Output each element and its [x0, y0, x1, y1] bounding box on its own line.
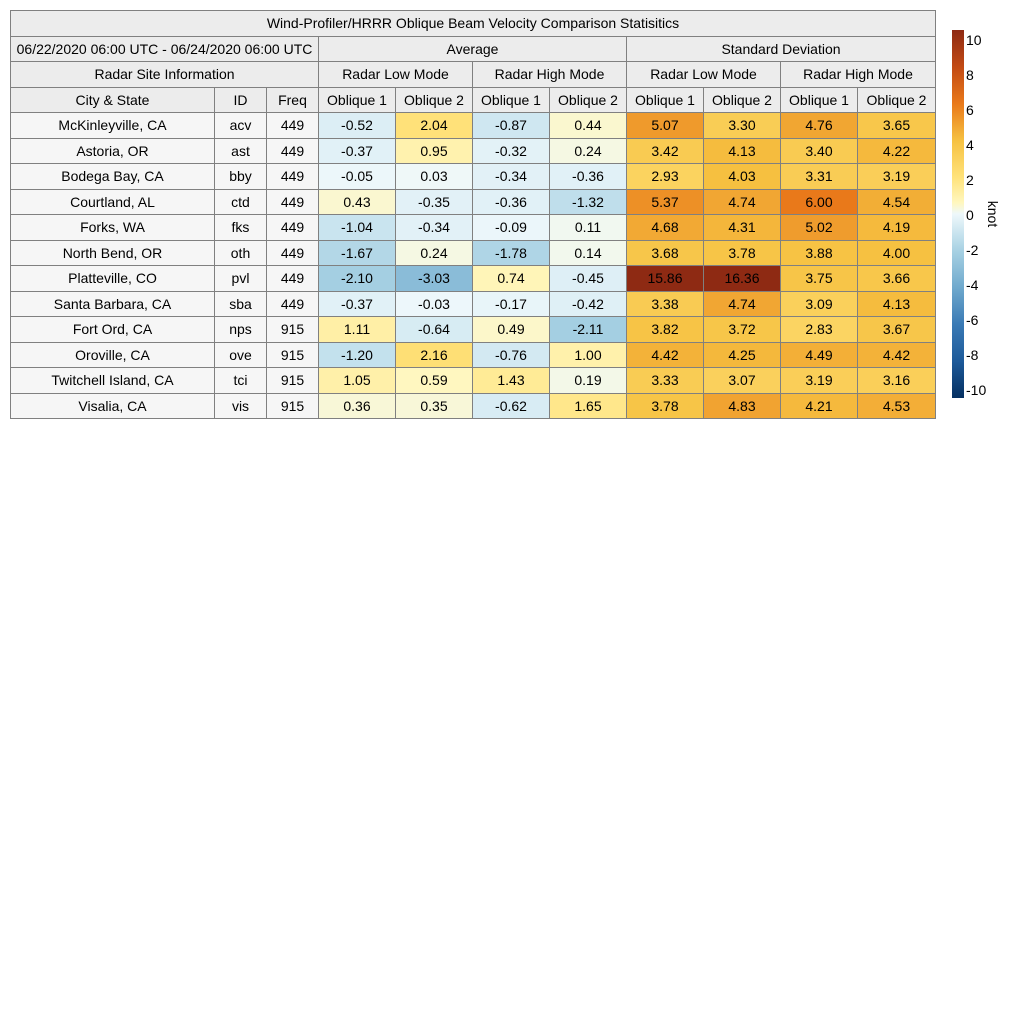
table-row: [11, 342, 936, 368]
site-id-cell: acv: [215, 113, 267, 139]
city-cell: Bodega Bay, CA: [11, 164, 215, 190]
site-info-header: Radar Site Information: [11, 62, 319, 88]
value-cell: 0.36: [319, 393, 396, 419]
column-header: Oblique 1: [627, 87, 704, 113]
value-cell: 4.76: [781, 113, 858, 139]
column-header: Oblique 2: [704, 87, 781, 113]
colorbar-tick-label: 2: [966, 172, 974, 188]
city-cell: Astoria, OR: [11, 138, 215, 164]
value-cell: -0.05: [319, 164, 396, 190]
city-cell: North Bend, OR: [11, 240, 215, 266]
value-cell: -0.36: [473, 189, 550, 215]
value-cell: 4.53: [858, 393, 936, 419]
mode-header: Radar Low Mode: [319, 62, 473, 88]
value-cell: 1.43: [473, 368, 550, 394]
group-row: [11, 36, 936, 62]
value-cell: 3.40: [781, 138, 858, 164]
mode-header: Radar High Mode: [781, 62, 936, 88]
site-id-cell: bby: [215, 164, 267, 190]
value-cell: 6.00: [781, 189, 858, 215]
value-cell: 3.16: [858, 368, 936, 394]
value-cell: 4.42: [627, 342, 704, 368]
column-header: Oblique 1: [473, 87, 550, 113]
colorbar-tick-label: -10: [966, 382, 987, 398]
colorbar-tick-label: -4: [966, 277, 979, 293]
freq-cell: 915: [267, 393, 319, 419]
colorbar-tick-label: 10: [966, 32, 982, 48]
value-cell: -2.10: [319, 266, 396, 292]
value-cell: 4.22: [858, 138, 936, 164]
group-standard-deviation: Standard Deviation: [627, 36, 936, 62]
value-cell: -0.37: [319, 138, 396, 164]
value-cell: -0.36: [550, 164, 627, 190]
value-cell: 0.74: [473, 266, 550, 292]
value-cell: 3.33: [627, 368, 704, 394]
table-row: [11, 138, 936, 164]
value-cell: 4.74: [704, 291, 781, 317]
value-cell: 3.19: [858, 164, 936, 190]
value-cell: 0.95: [396, 138, 473, 164]
value-cell: 4.31: [704, 215, 781, 241]
city-cell: Courtland, AL: [11, 189, 215, 215]
value-cell: -0.34: [396, 215, 473, 241]
table-row: [11, 240, 936, 266]
title-row: [11, 11, 936, 37]
value-cell: 4.54: [858, 189, 936, 215]
value-cell: 2.04: [396, 113, 473, 139]
site-id-cell: fks: [215, 215, 267, 241]
table-body: [11, 11, 936, 419]
value-cell: -1.04: [319, 215, 396, 241]
city-cell: Platteville, CO: [11, 266, 215, 292]
value-cell: 3.72: [704, 317, 781, 343]
value-cell: 16.36: [704, 266, 781, 292]
city-cell: Fort Ord, CA: [11, 317, 215, 343]
value-cell: 0.44: [550, 113, 627, 139]
colorbar-tick-label: -2: [966, 242, 979, 258]
column-header: Oblique 1: [319, 87, 396, 113]
value-cell: 1.00: [550, 342, 627, 368]
site-id-cell: ast: [215, 138, 267, 164]
value-cell: 5.02: [781, 215, 858, 241]
colorbar-tick-label: 0: [966, 207, 974, 223]
colorbar: [940, 30, 1010, 410]
value-cell: 3.07: [704, 368, 781, 394]
freq-cell: 915: [267, 342, 319, 368]
value-cell: 4.49: [781, 342, 858, 368]
site-id-cell: ove: [215, 342, 267, 368]
colorbar-tick-label: -8: [966, 347, 979, 363]
value-cell: -0.32: [473, 138, 550, 164]
value-cell: -1.32: [550, 189, 627, 215]
value-cell: 4.19: [858, 215, 936, 241]
site-id-cell: nps: [215, 317, 267, 343]
column-header: Oblique 2: [396, 87, 473, 113]
column-header-row: [11, 87, 936, 113]
value-cell: -1.20: [319, 342, 396, 368]
freq-cell: 915: [267, 317, 319, 343]
value-cell: 4.13: [858, 291, 936, 317]
value-cell: 3.75: [781, 266, 858, 292]
site-id-cell: oth: [215, 240, 267, 266]
mode-header: Radar Low Mode: [627, 62, 781, 88]
date-range: 06/22/2020 06:00 UTC - 06/24/2020 06:00 UTC: [11, 36, 319, 62]
value-cell: 0.14: [550, 240, 627, 266]
column-header: Freq: [267, 87, 319, 113]
value-cell: -0.17: [473, 291, 550, 317]
table-row: [11, 393, 936, 419]
value-cell: 4.74: [704, 189, 781, 215]
value-cell: 1.11: [319, 317, 396, 343]
value-cell: 4.13: [704, 138, 781, 164]
value-cell: 0.59: [396, 368, 473, 394]
freq-cell: 449: [267, 291, 319, 317]
value-cell: 2.16: [396, 342, 473, 368]
value-cell: 3.78: [627, 393, 704, 419]
site-id-cell: pvl: [215, 266, 267, 292]
freq-cell: 449: [267, 113, 319, 139]
value-cell: 3.68: [627, 240, 704, 266]
value-cell: 3.30: [704, 113, 781, 139]
site-id-cell: ctd: [215, 189, 267, 215]
value-cell: -1.78: [473, 240, 550, 266]
mode-header: Radar High Mode: [473, 62, 627, 88]
value-cell: 1.05: [319, 368, 396, 394]
table-row: [11, 189, 936, 215]
value-cell: 3.09: [781, 291, 858, 317]
value-cell: -0.45: [550, 266, 627, 292]
colorbar-label: knot: [985, 200, 1001, 228]
value-cell: 0.49: [473, 317, 550, 343]
value-cell: 3.67: [858, 317, 936, 343]
value-cell: -0.62: [473, 393, 550, 419]
value-cell: 0.24: [550, 138, 627, 164]
freq-cell: 449: [267, 138, 319, 164]
group-average: Average: [319, 36, 627, 62]
value-cell: 2.93: [627, 164, 704, 190]
city-cell: McKinleyville, CA: [11, 113, 215, 139]
freq-cell: 449: [267, 266, 319, 292]
table-row: [11, 317, 936, 343]
value-cell: -3.03: [396, 266, 473, 292]
colorbar-gradient: [952, 30, 964, 398]
value-cell: 2.83: [781, 317, 858, 343]
city-cell: Forks, WA: [11, 215, 215, 241]
colorbar-tick-label: -6: [966, 312, 979, 328]
column-header: Oblique 2: [858, 87, 936, 113]
value-cell: 4.83: [704, 393, 781, 419]
value-cell: 3.66: [858, 266, 936, 292]
colorbar-tick-label: 8: [966, 67, 974, 83]
value-cell: 3.78: [704, 240, 781, 266]
table-row: [11, 215, 936, 241]
value-cell: 4.03: [704, 164, 781, 190]
value-cell: -0.87: [473, 113, 550, 139]
value-cell: 0.19: [550, 368, 627, 394]
value-cell: -0.76: [473, 342, 550, 368]
column-header: City & State: [11, 87, 215, 113]
freq-cell: 449: [267, 240, 319, 266]
freq-cell: 449: [267, 189, 319, 215]
freq-cell: 915: [267, 368, 319, 394]
site-id-cell: tci: [215, 368, 267, 394]
city-cell: Oroville, CA: [11, 342, 215, 368]
value-cell: -0.64: [396, 317, 473, 343]
column-header: Oblique 2: [550, 87, 627, 113]
value-cell: -0.34: [473, 164, 550, 190]
value-cell: 4.25: [704, 342, 781, 368]
value-cell: 5.37: [627, 189, 704, 215]
colorbar-ticks: [966, 32, 986, 398]
value-cell: 3.38: [627, 291, 704, 317]
site-id-cell: sba: [215, 291, 267, 317]
value-cell: -0.37: [319, 291, 396, 317]
colorbar-tick-label: 4: [966, 137, 974, 153]
mode-row: [11, 62, 936, 88]
value-cell: -0.52: [319, 113, 396, 139]
value-cell: 0.24: [396, 240, 473, 266]
city-cell: Santa Barbara, CA: [11, 291, 215, 317]
table-row: [11, 266, 936, 292]
value-cell: 3.31: [781, 164, 858, 190]
value-cell: 3.19: [781, 368, 858, 394]
column-header: ID: [215, 87, 267, 113]
site-id-cell: vis: [215, 393, 267, 419]
value-cell: -0.09: [473, 215, 550, 241]
value-cell: -2.11: [550, 317, 627, 343]
value-cell: 1.65: [550, 393, 627, 419]
value-cell: 3.42: [627, 138, 704, 164]
colorbar-tick-label: 6: [966, 102, 974, 118]
column-header: Oblique 1: [781, 87, 858, 113]
value-cell: 0.11: [550, 215, 627, 241]
value-cell: 5.07: [627, 113, 704, 139]
value-cell: 3.82: [627, 317, 704, 343]
freq-cell: 449: [267, 164, 319, 190]
freq-cell: 449: [267, 215, 319, 241]
table-row: [11, 164, 936, 190]
value-cell: 0.03: [396, 164, 473, 190]
value-cell: -0.42: [550, 291, 627, 317]
value-cell: 4.21: [781, 393, 858, 419]
city-cell: Twitchell Island, CA: [11, 368, 215, 394]
value-cell: 3.65: [858, 113, 936, 139]
value-cell: 15.86: [627, 266, 704, 292]
table-row: [11, 291, 936, 317]
table-title: Wind-Profiler/HRRR Oblique Beam Velocity Comparison Statisitics: [11, 11, 936, 37]
value-cell: -1.67: [319, 240, 396, 266]
table-row: [11, 368, 936, 394]
value-cell: 4.68: [627, 215, 704, 241]
stats-table: [10, 10, 936, 419]
value-cell: -0.35: [396, 189, 473, 215]
value-cell: 3.88: [781, 240, 858, 266]
value-cell: 4.42: [858, 342, 936, 368]
value-cell: -0.03: [396, 291, 473, 317]
table-row: [11, 113, 936, 139]
value-cell: 0.43: [319, 189, 396, 215]
city-cell: Visalia, CA: [11, 393, 215, 419]
value-cell: 0.35: [396, 393, 473, 419]
value-cell: 4.00: [858, 240, 936, 266]
